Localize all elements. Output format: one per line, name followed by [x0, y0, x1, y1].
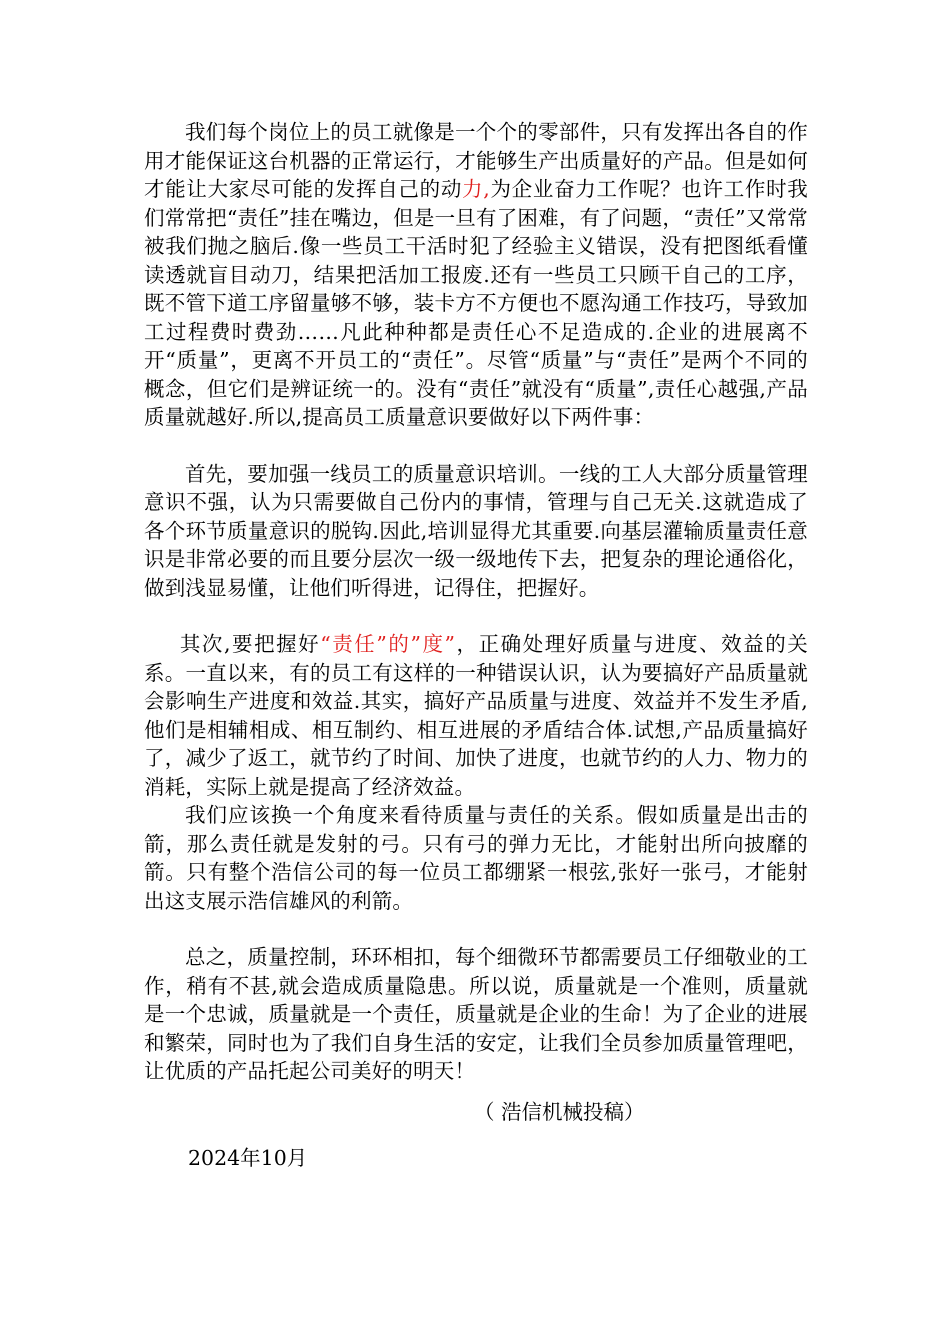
paragraph-1-text: 我们每个岗位上的员工就像是一个个的零部件，只有发挥出各自的作用才能保证这台机器的正常运行，才能够生产出质量好的产品。但是如何才能让大家尽可能的发挥自己的动	[144, 120, 808, 201]
paragraph-gap	[144, 432, 808, 460]
paragraph-3-highlight: “责任”的”度”	[320, 632, 456, 656]
paragraph-1-text-rest: 为企业奋力工作呢？也许工作时我们常常把“责任”挂在嘴边，但是一旦有了困难，有了问题，“责任”又常常被我们抛之脑后.像一些员工干活时犯了经验主义错误，没有把图纸看懂读透就盲目动刀，结果把活加工报废.还有一些员工只顾干自己的工序，既不管下道工序留量够不够，装卡方不方便也不愿沟通工作技巧，导致加工过程费时费劲……凡此种种都是责任心不足造成的.企业的进展离不开“质量”，更离不开员工的“责任”。尽管“质量”与“责任”是两个不同的概念，但它们是辨证统一的。没有“责任”就没有“质量”,责任心越强,产品质量就越好.所以,提高员工质量意识要做好以下两件事：	[144, 177, 809, 429]
paragraph-2: 首先，要加强一线员工的质量意识培训。一线的工人大部分质量管理意识不强，认为只需要做自己份内的事情，管理与自己无关.这就造成了各个环节质量意识的脱钩.因此,培训显得尤其重要.向基层灌输质量责任意识是非常必要的而且要分层次一级一级地传下去，把复杂的理论通俗化，做到浅显易懂，让他们听得进，记得住，把握好。	[144, 461, 808, 600]
paragraph-1-highlight: 力,	[462, 177, 490, 201]
spacer	[144, 1126, 808, 1144]
paragraph-1	[144, 118, 808, 432]
paragraph-3-text-rest: ，正确处理好质量与进度、效益的关系。一直以来，有的员工有这样的一种错误认识，认为要搞好产品质量就会影响生产进度和效益.其实，搞好产品质量与进度、效益并不发生矛盾,他们是相辅相成、相互制约、相互进展的矛盾结合体.试想,产品质量搞好了，减少了返工，就节约了时间、加快了进度，也就节约的人力、物力的消耗，实际上就是提高了经济效益。	[144, 632, 808, 799]
article-body	[144, 118, 808, 1173]
paragraph-gap	[144, 602, 808, 630]
article-credit: （ 浩信机械投稿）	[474, 1099, 645, 1124]
spacer	[144, 1086, 808, 1098]
article-date: 2024年10月	[188, 1146, 308, 1170]
paragraph-3	[144, 630, 808, 801]
paragraph-3-start: 其次,要把握好	[179, 632, 321, 656]
paragraph-gap	[144, 915, 808, 943]
paragraph-4: 我们应该换一个角度来看待质量与责任的关系。假如质量是出击的箭，那么责任就是发射的弓。只有弓的弹力无比，才能射出所向披靡的箭。只有整个浩信公司的每一位员工都绷紧一根弦,张好一张弓，才能射出这支展示浩信雄风的利箭。	[144, 803, 808, 913]
paragraph-5: 总之，质量控制，环环相扣，每个细微环节都需要员工仔细敬业的工作，稍有不甚,就会造成质量隐患。所以说，质量就是一个准则，质量就是一个忠诚，质量就是一个责任，质量就是企业的生命！为了企业的进展和繁荣，同时也为了我们自身生活的安定，让我们全员参加质量管理吧，让优质的产品托起公司美好的明天！	[144, 945, 808, 1083]
